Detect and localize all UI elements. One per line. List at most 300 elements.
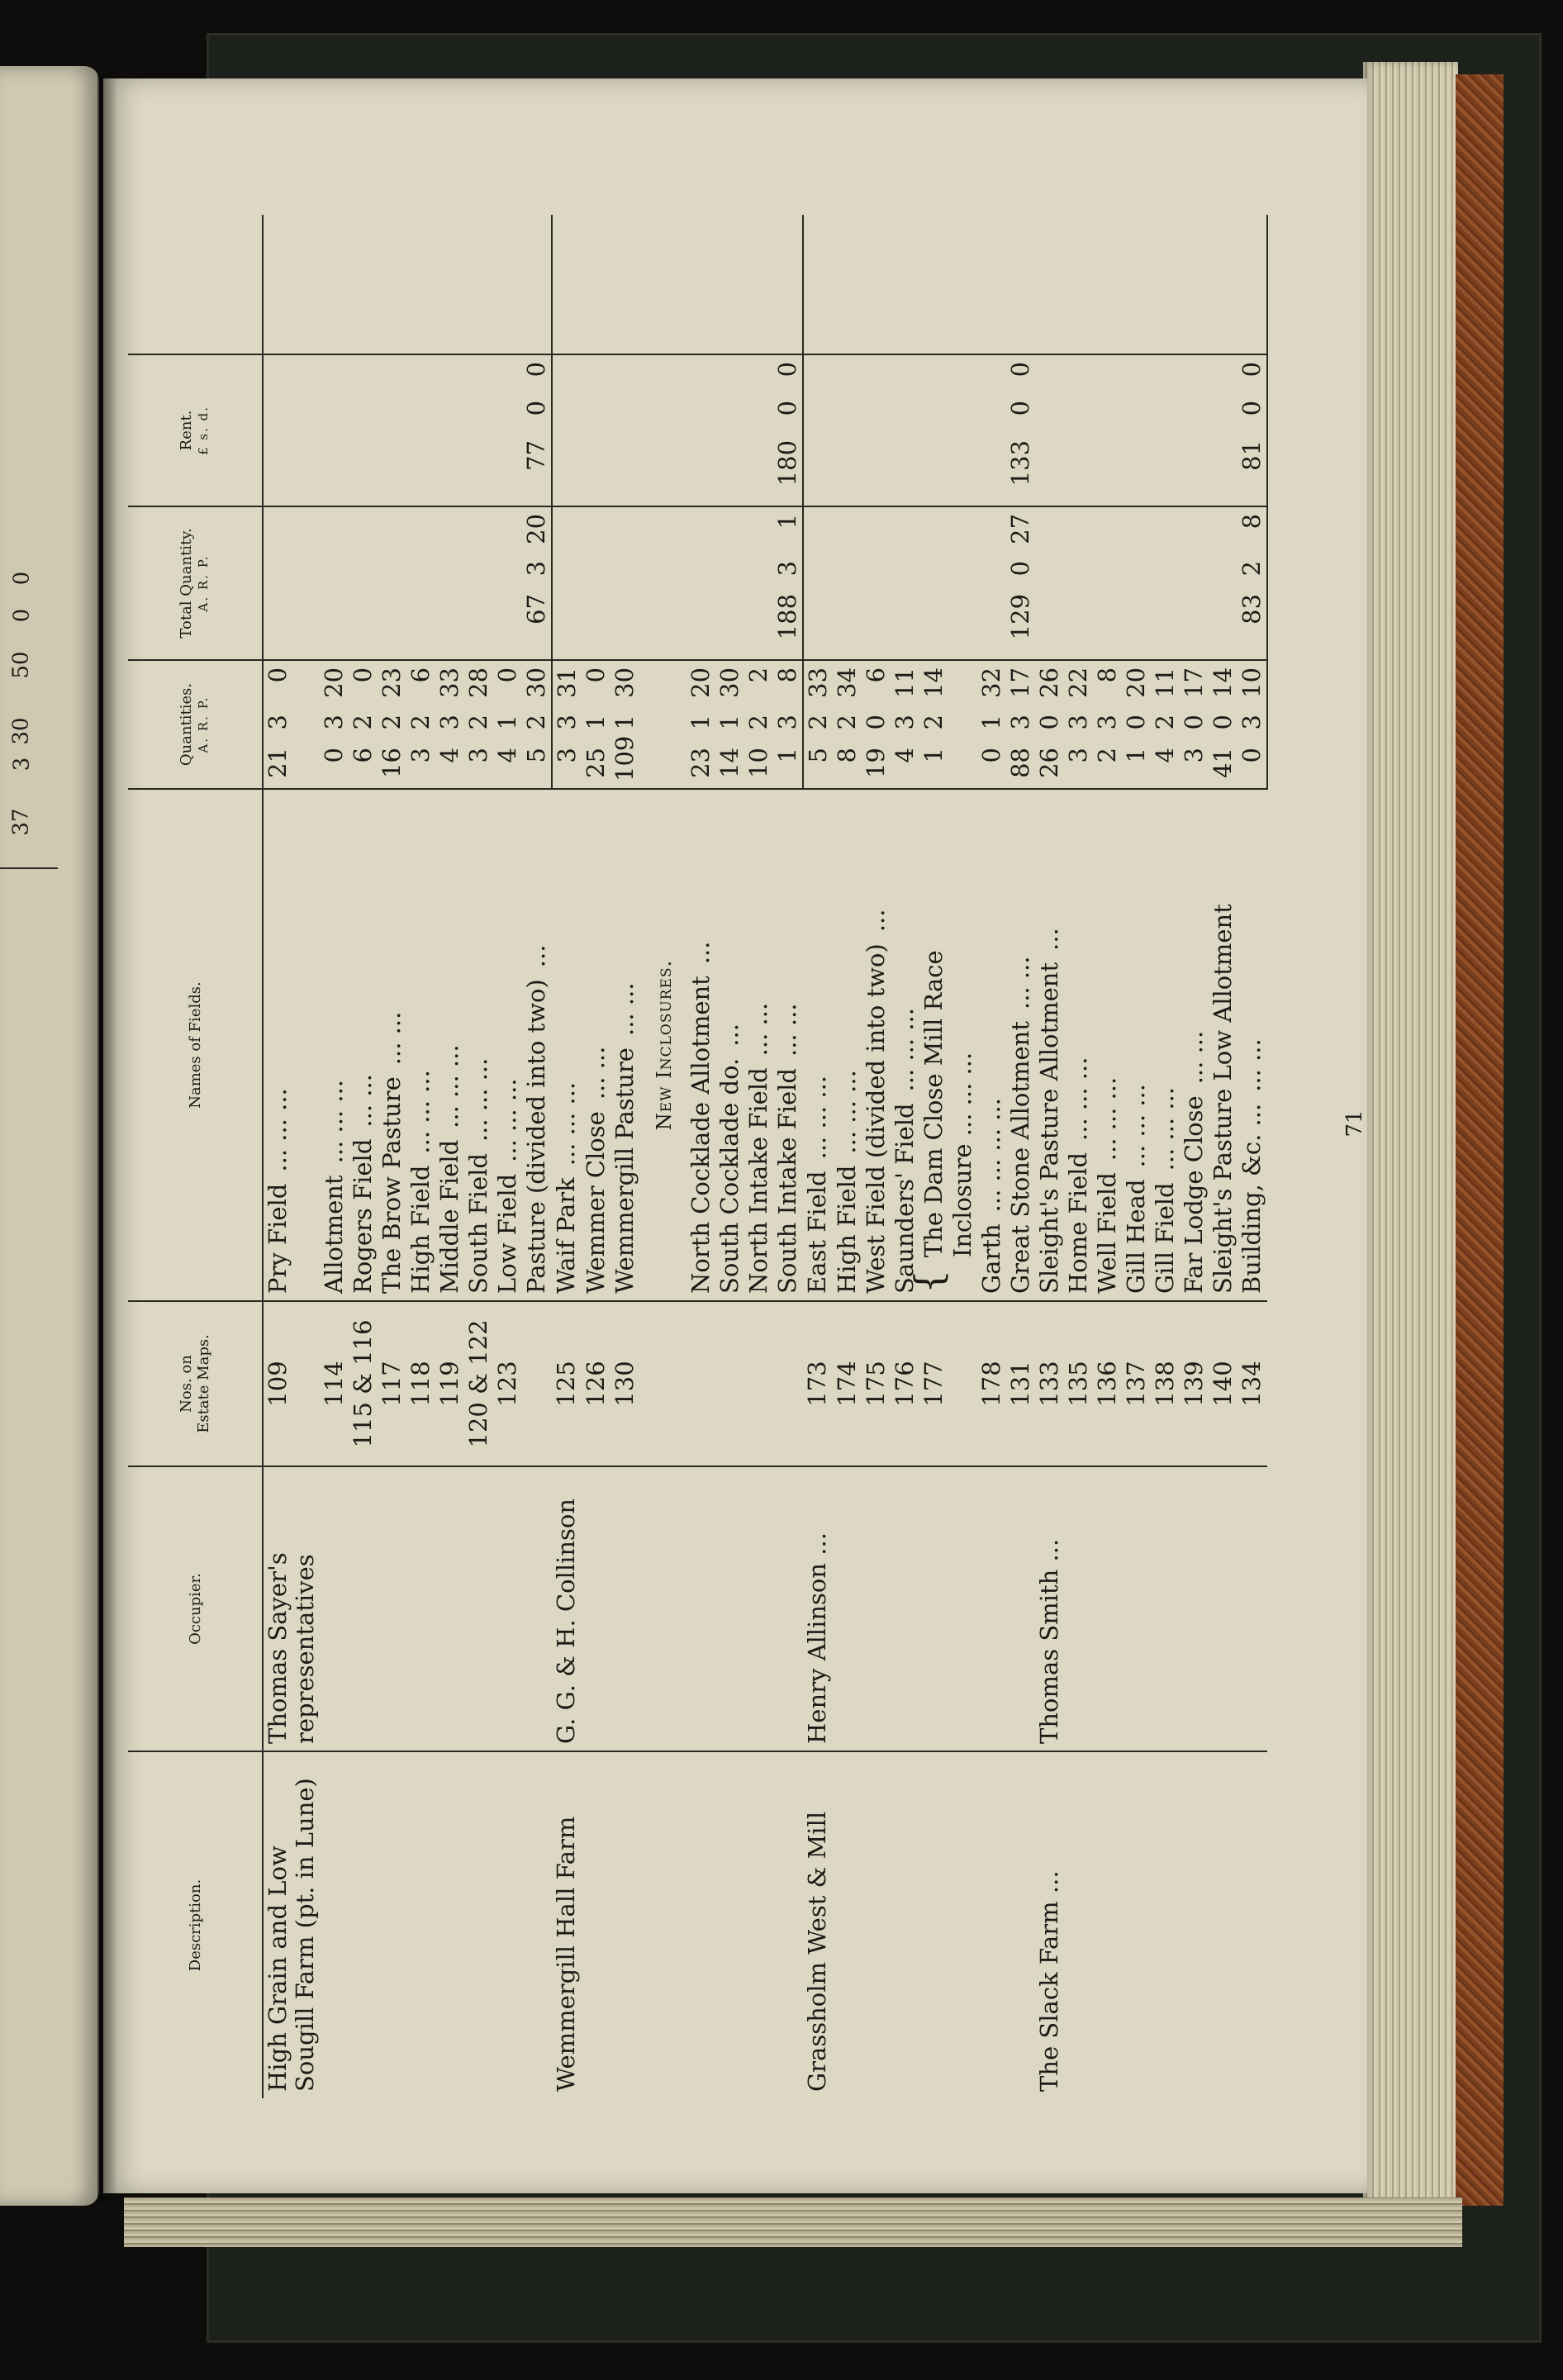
map-number-cell: 126 xyxy=(582,1301,610,1466)
rent-shillings xyxy=(891,394,919,434)
leader-dots: ... ... ... xyxy=(552,1081,580,1166)
description-cell xyxy=(1238,1751,1267,2098)
total-acres xyxy=(552,587,582,660)
blank-cell xyxy=(1122,215,1151,354)
field-name-cell xyxy=(522,789,552,1301)
rent-shillings xyxy=(406,394,435,434)
total-acres xyxy=(1122,587,1151,660)
rent-shillings: 0 xyxy=(1006,400,1034,416)
total-acres xyxy=(1093,587,1122,660)
total-roods xyxy=(263,554,320,587)
header-blank xyxy=(128,215,263,354)
quantity-roods: 2 xyxy=(349,715,377,730)
blank-cell xyxy=(833,215,862,354)
quantity-perches: 0 xyxy=(349,667,377,683)
map-number-cell: 117 xyxy=(378,1301,406,1466)
quantity-perches: 33 xyxy=(435,667,463,698)
rent-shillings xyxy=(639,394,686,434)
leader-dots: ... ... xyxy=(349,1074,377,1128)
map-number-cell: 109 xyxy=(263,1301,320,1466)
quantity-perches xyxy=(639,660,686,708)
rent-shillings xyxy=(435,394,464,434)
table-row xyxy=(1093,215,1122,2098)
field-name: Far Lodge Close xyxy=(1180,1095,1208,1294)
total-acres: 129 xyxy=(1006,587,1035,660)
field-name: Sleight's Pasture Low Allotment xyxy=(1209,904,1237,1294)
blank-cell xyxy=(582,215,610,354)
rent-shillings: 0 xyxy=(1238,394,1267,434)
field-name: High Field xyxy=(833,1165,861,1294)
rent-pounds xyxy=(320,434,349,506)
quantity-acres xyxy=(948,741,977,789)
page-number: 71 xyxy=(1342,1109,1367,1138)
map-number-cell: 115 & 116 xyxy=(349,1301,378,1466)
quantity-acres: 4 xyxy=(493,741,522,789)
blank-cell xyxy=(1064,215,1093,354)
total-acres xyxy=(1151,587,1180,660)
leader-dots: ... xyxy=(686,941,715,965)
blank-cell xyxy=(610,215,639,354)
table-row xyxy=(948,215,977,2098)
quantity-perches: 20 xyxy=(686,667,715,698)
map-number-cell: 177 xyxy=(919,1301,948,1466)
rent-pence xyxy=(263,354,320,394)
rent-pence: 0 xyxy=(1006,361,1034,378)
quantity-acres: 3 xyxy=(1064,741,1093,789)
previous-page xyxy=(0,66,99,2206)
quantity-perches: 26 xyxy=(1035,667,1063,698)
rent-pounds xyxy=(378,434,406,506)
blank-cell xyxy=(263,215,320,354)
rent-pounds xyxy=(582,434,610,506)
quantity-perches: 6 xyxy=(862,667,890,683)
blank-cell xyxy=(862,215,891,354)
blank-cell xyxy=(320,215,349,354)
table-row xyxy=(744,215,773,2098)
quantity-acres: 3 xyxy=(1180,741,1209,789)
map-number-cell: 178 xyxy=(977,1301,1006,1466)
map-number-cell: 175 xyxy=(862,1301,891,1466)
rent-pounds xyxy=(833,434,862,506)
description-cell xyxy=(948,1751,977,2098)
rent-pence xyxy=(639,354,686,394)
rent-pounds xyxy=(1064,434,1093,506)
total-perches xyxy=(1180,506,1209,554)
rent-pounds xyxy=(610,434,639,506)
quantity-acres: 0 xyxy=(1238,741,1267,789)
leader-dots: ... ... xyxy=(582,1046,610,1100)
header-occupier: Occupier. xyxy=(128,1466,263,1751)
description-cell xyxy=(349,1751,378,2098)
quantity-roods: 3 xyxy=(773,708,803,741)
description-cell xyxy=(715,1751,744,2098)
total-roods xyxy=(464,554,493,587)
quantity-acres: 4 xyxy=(891,741,919,789)
quantity-roods: 0 xyxy=(1209,715,1237,730)
table-row xyxy=(464,215,493,2098)
previous-page-rule xyxy=(0,867,58,869)
rent-pence xyxy=(919,354,948,394)
map-number-cell: 140 xyxy=(1209,1301,1238,1466)
quantity-acres: 25 xyxy=(582,741,610,789)
table-row xyxy=(1151,215,1180,2098)
map-number-cell: 174 xyxy=(833,1301,862,1466)
total-roods xyxy=(1151,554,1180,587)
leader-dots: ... ... ... xyxy=(320,1079,348,1164)
quantity-perches: 8 xyxy=(1093,667,1121,683)
description-cell xyxy=(891,1751,919,2098)
map-number-cell: 138 xyxy=(1151,1301,1180,1466)
quantity-roods: 0 xyxy=(1035,715,1063,730)
total-roods xyxy=(803,554,833,587)
header-nos xyxy=(128,1301,263,1466)
field-name: East Field xyxy=(803,1171,831,1294)
table-row xyxy=(686,215,715,2098)
quantity-perches: 23 xyxy=(378,667,406,698)
occupier-cell xyxy=(378,1466,406,1751)
rent-pounds xyxy=(803,434,833,506)
quantity-roods: 2 xyxy=(919,715,948,730)
quantity-acres: 21 xyxy=(263,741,320,789)
total-roods xyxy=(686,554,715,587)
map-number-cell: 123 xyxy=(493,1301,522,1466)
total-acres xyxy=(639,587,686,660)
description-cell xyxy=(1209,1751,1238,2098)
header-quantities-units: A. R. P. xyxy=(196,696,211,753)
quantity-perches: 17 xyxy=(1006,667,1034,698)
occupier-cell xyxy=(862,1466,891,1751)
rent-shillings xyxy=(493,394,522,434)
occupier-cell xyxy=(686,1466,715,1751)
quantity-perches: 20 xyxy=(1122,667,1150,698)
header-nos-line2: Estate Maps. xyxy=(195,1334,212,1433)
description-cell xyxy=(686,1751,715,2098)
field-name: Well Field xyxy=(1093,1172,1121,1294)
rent-pounds: 133 xyxy=(1006,434,1035,506)
rent-pence xyxy=(744,354,773,394)
rotated-page-content xyxy=(128,66,1367,2181)
rent-pence: 0 xyxy=(773,354,803,394)
quantity-roods: 1 xyxy=(977,715,1005,730)
description-cell xyxy=(464,1751,493,2098)
quantity-roods: 2 xyxy=(464,715,492,730)
rent-pence xyxy=(1093,354,1122,394)
quantity-perches: 8 xyxy=(773,660,803,708)
total-acres: 188 xyxy=(773,587,803,660)
previous-page-totals xyxy=(0,66,99,2206)
total-perches xyxy=(1151,506,1180,554)
quantity-perches: 28 xyxy=(464,667,492,698)
field-name-cell xyxy=(1064,789,1093,1301)
description-cell xyxy=(582,1751,610,2098)
estate-ledger-table xyxy=(128,215,1268,2098)
blank-cell xyxy=(1180,215,1209,354)
field-name-cell xyxy=(862,789,891,1301)
blank-cell xyxy=(639,215,686,354)
map-number-cell: 139 xyxy=(1180,1301,1209,1466)
field-name-cell xyxy=(906,789,951,1301)
quantity-roods: 2 xyxy=(406,715,435,730)
rent-pounds xyxy=(1122,434,1151,506)
rent-shillings xyxy=(977,394,1006,434)
rent-pounds xyxy=(435,434,464,506)
quantity-acres: 23 xyxy=(686,741,715,789)
field-name: Pry Field xyxy=(264,1183,292,1294)
map-number-cell: 176 xyxy=(891,1301,919,1466)
field-name-cell xyxy=(1035,789,1064,1301)
rent-pence xyxy=(435,354,464,394)
field-name-cell xyxy=(610,789,639,1301)
total-roods xyxy=(715,554,744,587)
map-number-cell: 173 xyxy=(803,1301,833,1466)
field-name: Saunders' Field xyxy=(891,1103,919,1294)
table-row xyxy=(378,215,406,2098)
map-number-cell: 130 xyxy=(610,1301,639,1466)
total-roods: 3 xyxy=(773,554,803,587)
total-perches xyxy=(803,506,833,554)
table-row xyxy=(803,215,833,2098)
quantity-roods: 3 xyxy=(320,715,348,730)
occupier-cell xyxy=(582,1466,610,1751)
brace-glyph xyxy=(935,1257,980,1294)
field-name: The Dam Close Mill Race xyxy=(919,950,948,1258)
total-acres: 67 xyxy=(522,587,552,660)
total-roods xyxy=(919,554,948,587)
rent-pence xyxy=(1035,354,1064,394)
rent-pounds xyxy=(715,434,744,506)
field-name-cell xyxy=(1093,789,1122,1301)
rent-shillings xyxy=(919,394,948,434)
total-perches xyxy=(1209,506,1238,554)
total-perches: 27 xyxy=(1006,513,1034,544)
section-heading-row xyxy=(639,215,686,2098)
blank-cell xyxy=(948,215,977,354)
rent-pence: 0 xyxy=(522,361,550,378)
quantity-perches: 0 xyxy=(264,667,292,683)
field-name: Low Field xyxy=(493,1173,521,1294)
quantity-acres: 26 xyxy=(1035,741,1064,789)
prev-rent-shillings: 0 xyxy=(8,608,34,623)
leader-dots: ... xyxy=(862,909,890,933)
description-cell: Grassholm West & Mill xyxy=(803,1811,831,2092)
field-name-cell xyxy=(744,789,773,1301)
table-row xyxy=(522,215,552,2098)
map-number-cell xyxy=(773,1301,803,1466)
field-name: West Field (divided into two) xyxy=(862,943,890,1294)
table-row xyxy=(862,215,891,2098)
quantity-acres: 88 xyxy=(1006,741,1035,789)
total-acres xyxy=(803,587,833,660)
total-perches: 1 xyxy=(773,506,803,554)
rent-pence xyxy=(977,354,1006,394)
quantity-acres: 19 xyxy=(862,741,891,789)
quantity-perches: 11 xyxy=(1151,667,1179,698)
quantity-roods: 0 xyxy=(1180,715,1208,730)
quantity-roods: 0 xyxy=(1122,715,1150,730)
total-roods xyxy=(378,554,406,587)
rent-shillings: 0 xyxy=(773,394,803,434)
total-perches xyxy=(639,506,686,554)
blank-cell xyxy=(552,215,582,354)
description-cell xyxy=(639,1751,686,2098)
occupier-cell xyxy=(1180,1466,1209,1751)
blank-cell xyxy=(493,215,522,354)
total-roods: 2 xyxy=(1238,554,1267,587)
field-name: Gill Field xyxy=(1151,1182,1179,1294)
rent-shillings xyxy=(862,394,891,434)
total-perches xyxy=(1064,506,1093,554)
field-name-cell xyxy=(715,789,744,1301)
quantity-roods: 2 xyxy=(744,715,772,730)
occupier-cell xyxy=(1209,1466,1238,1751)
total-acres xyxy=(686,587,715,660)
total-perches xyxy=(891,506,919,554)
rent-shillings xyxy=(263,394,320,434)
quantity-perches: 14 xyxy=(1209,667,1237,698)
table-row xyxy=(1064,215,1093,2098)
quantity-perches: 33 xyxy=(804,667,832,698)
marbled-endpaper xyxy=(1456,74,1504,2206)
leader-dots: ... ... xyxy=(1180,1030,1208,1085)
rent-pounds xyxy=(1035,434,1064,506)
table-row xyxy=(919,215,948,2098)
total-roods xyxy=(406,554,435,587)
total-roods xyxy=(1064,554,1093,587)
description-cell xyxy=(862,1751,891,2098)
table-row xyxy=(435,215,464,2098)
description-cell: High Grain and Low Sougill Farm (pt. in Lune) xyxy=(264,1778,319,2092)
rent-shillings xyxy=(378,394,406,434)
description-cell xyxy=(378,1751,406,2098)
quantity-acres: 0 xyxy=(977,741,1006,789)
prev-rent-pounds: 50 xyxy=(9,651,34,679)
table-row xyxy=(1180,215,1209,2098)
quantity-roods: 3 xyxy=(1064,715,1092,730)
page-bottom-edges xyxy=(124,2197,1462,2247)
rent-shillings xyxy=(715,394,744,434)
field-name: Rogers Field xyxy=(349,1138,377,1294)
field-name-cell xyxy=(1006,789,1035,1301)
quantity-perches: 10 xyxy=(1238,660,1267,708)
field-name: Allotment xyxy=(320,1175,348,1294)
field-name-cell xyxy=(1209,789,1238,1301)
total-acres xyxy=(582,587,610,660)
blank-cell xyxy=(378,215,406,354)
leader-dots: ... ... ... xyxy=(891,1008,919,1092)
field-name-cell xyxy=(773,789,803,1301)
rent-pence xyxy=(349,354,378,394)
field-name-cell xyxy=(891,789,919,1301)
leader-dots: ... ... xyxy=(378,1011,406,1066)
rent-shillings xyxy=(1064,394,1093,434)
quantity-roods: 3 xyxy=(1093,715,1121,730)
header-total-units: A. R. P. xyxy=(196,554,211,612)
total-perches xyxy=(349,506,378,554)
rent-shillings xyxy=(349,394,378,434)
leader-dots: ... ... xyxy=(1006,956,1034,1009)
rent-shillings xyxy=(833,394,862,434)
quantity-perches: 17 xyxy=(1180,667,1208,698)
map-number-cell: 118 xyxy=(406,1301,435,1466)
total-perches: 20 xyxy=(522,513,550,544)
leader-dots: ... ... ... xyxy=(833,1070,861,1154)
leader-dots: ... ... ... xyxy=(1064,1057,1092,1141)
quantity-acres: 0 xyxy=(320,741,349,789)
leader-dots: ... ... xyxy=(773,1003,801,1057)
table-row xyxy=(610,215,639,2098)
prev-total-perches: 30 xyxy=(9,717,34,745)
occupier-cell xyxy=(1238,1466,1267,1751)
description-cell xyxy=(320,1751,349,2098)
total-roods xyxy=(833,554,862,587)
total-perches xyxy=(948,506,977,554)
blank-cell xyxy=(773,215,803,354)
table-row xyxy=(493,215,522,2098)
field-name-cell xyxy=(263,789,320,1301)
field-name-cell xyxy=(552,789,582,1301)
total-roods xyxy=(435,554,464,587)
rent-pence xyxy=(610,354,639,394)
rent-pence xyxy=(833,354,862,394)
description-cell xyxy=(744,1751,773,2098)
description-cell xyxy=(610,1751,639,2098)
quantity-roods: 1 xyxy=(686,715,715,730)
blank-cell xyxy=(715,215,744,354)
leader-dots: ... ... ... xyxy=(435,1044,463,1128)
rent-pence xyxy=(1180,354,1209,394)
rent-pounds xyxy=(1151,434,1180,506)
total-acres xyxy=(948,587,977,660)
gutter-shadow xyxy=(97,74,117,2202)
total-roods xyxy=(610,554,639,587)
quantity-roods: 3 xyxy=(1238,708,1267,741)
quantity-roods: 3 xyxy=(1006,715,1034,730)
table-row xyxy=(552,215,582,2098)
total-roods xyxy=(320,554,349,587)
blank-cell xyxy=(1035,215,1064,354)
total-perches xyxy=(977,506,1006,554)
rent-pounds xyxy=(349,434,378,506)
header-description: Description. xyxy=(128,1751,263,2098)
field-name-cell xyxy=(1151,789,1180,1301)
total-acres xyxy=(320,587,349,660)
quantity-acres: 3 xyxy=(464,741,493,789)
description-cell xyxy=(1151,1751,1180,2098)
quantity-roods: 1 xyxy=(610,715,639,730)
table-row xyxy=(406,215,435,2098)
field-name: Garth xyxy=(977,1223,1005,1294)
rent-pence xyxy=(582,354,610,394)
field-name: Middle Field xyxy=(435,1139,463,1294)
map-number-cell: 136 xyxy=(1093,1301,1122,1466)
total-acres xyxy=(891,587,919,660)
quantity-acres: 10 xyxy=(744,741,773,789)
header-rent: Rent. £ s. d. xyxy=(128,354,263,506)
blank-cell xyxy=(1209,215,1238,354)
rent-pounds: 77 xyxy=(522,434,552,506)
leader-dots: ... ... ... xyxy=(464,1057,492,1142)
quantity-perches: 11 xyxy=(891,667,919,698)
rent-pence xyxy=(948,354,977,394)
rent-pence xyxy=(552,354,582,394)
total-perches xyxy=(435,506,464,554)
rent-shillings xyxy=(1209,394,1238,434)
blank-cell xyxy=(803,215,833,354)
quantity-perches: 31 xyxy=(552,660,582,708)
quantity-acres: 1 xyxy=(1122,741,1151,789)
leader-dots: ... xyxy=(715,1024,743,1047)
quantity-acres: 8 xyxy=(833,741,862,789)
